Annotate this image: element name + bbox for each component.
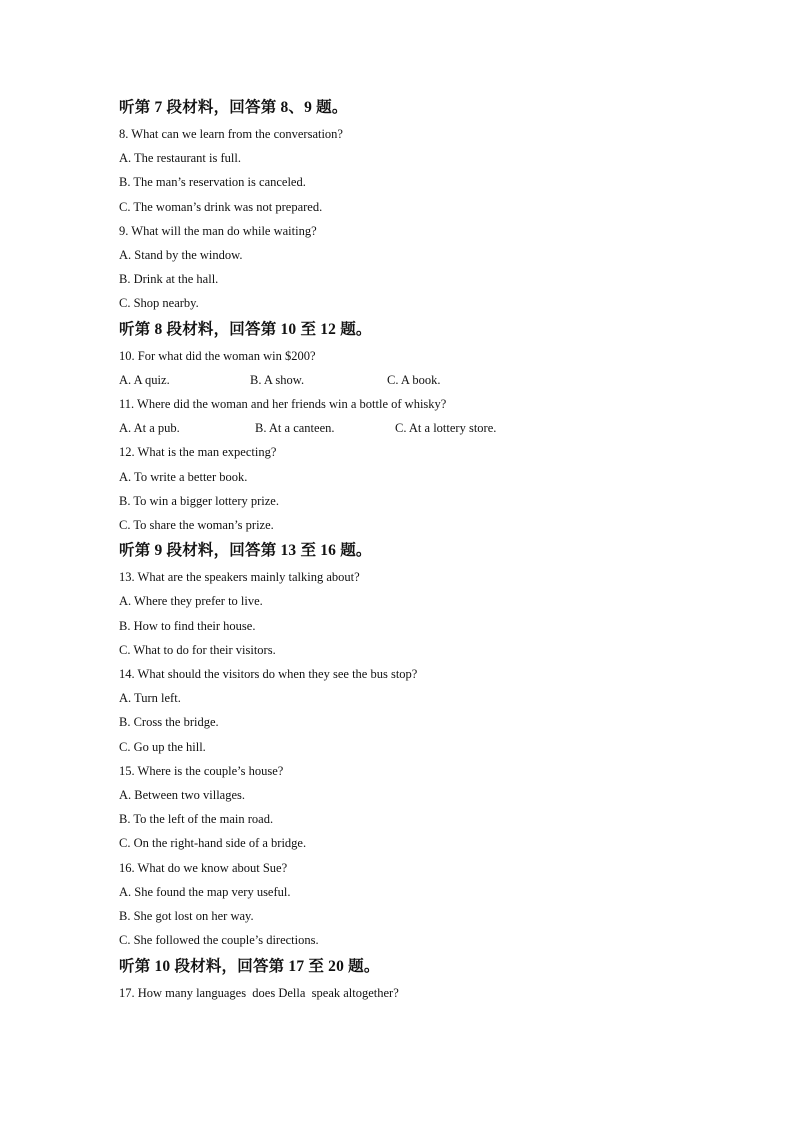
answer-option: C. To share the woman’s prize. xyxy=(119,518,274,533)
section-heading: 听第 10 段材料，回答第 17 至 20 题。 xyxy=(119,957,380,975)
answer-option: A. To write a better book. xyxy=(119,469,248,484)
question-text: 13. What are the speakers mainly talking about? xyxy=(119,570,360,585)
answer-option: A. The restaurant is full. xyxy=(119,151,241,166)
answer-option: B. The man’s reservation is canceled. xyxy=(119,175,306,190)
question-text: 9. What will the man do while waiting? xyxy=(119,223,317,238)
question-text: 17. How many languages does Della speak altogether? xyxy=(119,985,399,1000)
answer-option: A. She found the map very useful. xyxy=(119,884,291,899)
answer-option: C. At a lottery store. xyxy=(395,421,497,436)
inline-options xyxy=(119,368,719,392)
answer-option: C. She followed the couple’s directions. xyxy=(119,933,319,948)
answer-option: B. To the left of the main road. xyxy=(119,812,274,827)
answer-option: C. What to do for their visitors. xyxy=(119,642,276,657)
answer-option: A. Turn left. xyxy=(119,691,181,706)
question-text: 8. What can we learn from the conversation? xyxy=(119,127,343,141)
section-heading: 听第 8 段材料，回答第 10 至 12 题。 xyxy=(119,320,372,338)
answer-option: B. A show. xyxy=(250,372,305,387)
answer-option: B. To win a bigger lottery prize. xyxy=(119,493,279,508)
answer-option: B. Cross the bridge. xyxy=(119,715,219,730)
question-text: 14. What should the visitors do when they see the bus stop? xyxy=(119,667,418,682)
question-text: 16. What do we know about Sue? xyxy=(119,860,288,875)
answer-option: C. A book. xyxy=(387,372,441,387)
answer-option: A. At a pub. xyxy=(119,421,180,436)
question-text: 15. Where is the couple’s house? xyxy=(119,763,284,778)
answer-option: B. Drink at the hall. xyxy=(119,272,219,287)
answer-option: B. At a canteen. xyxy=(255,421,335,436)
answer-option: A. A quiz. xyxy=(119,372,170,387)
question-text: 12. What is the man expecting? xyxy=(119,445,277,460)
document-page xyxy=(119,94,719,1005)
answer-option: C. Go up the hill. xyxy=(119,739,206,754)
answer-option: B. She got lost on her way. xyxy=(119,909,254,924)
section-heading: 听第 7 段材料，回答第 8、9 题。 xyxy=(119,99,348,116)
answer-option: C. On the right-hand side of a bridge. xyxy=(119,836,307,851)
answer-option: A. Where they prefer to live. xyxy=(119,594,263,609)
answer-option: A. Stand by the window. xyxy=(119,248,243,263)
answer-option: A. Between two villages. xyxy=(119,788,246,803)
answer-option: C. Shop nearby. xyxy=(119,296,199,311)
question-text: 10. For what did the woman win $200? xyxy=(119,348,316,363)
inline-options xyxy=(119,416,719,440)
question-text: 11. Where did the woman and her friends win a bottle of whisky? xyxy=(119,397,447,412)
answer-option: C. The woman’s drink was not prepared. xyxy=(119,199,323,214)
section-heading: 听第 9 段材料，回答第 13 至 16 题。 xyxy=(119,542,372,560)
answer-option: B. How to find their house. xyxy=(119,618,256,633)
